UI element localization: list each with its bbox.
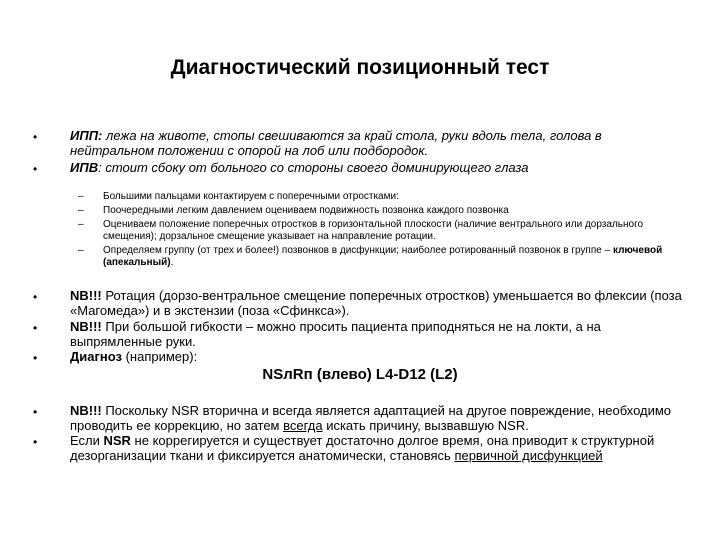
nb1-label: NB!!! [70,288,102,303]
last-underline: первичной дисфункцией [454,448,603,463]
bullet-marker: • [33,435,38,449]
nb1-text: Ротация (дорзо-вентральное смещение поперечных отростков) уменьшается во флексии (поза «Магомеда») и в экстензии (поза «Сфинкса»). [70,288,682,318]
sub-item-4 [103,245,683,269]
diagnosis-item [70,349,685,364]
sub-item-1: Большими пальцами контактируем с поперечными отростками: [103,191,399,202]
last-item [70,433,685,463]
bullet-marker: • [33,321,38,335]
last-bold: NSR [103,433,131,448]
bullet-marker: • [33,130,38,144]
slide-title: Диагностический позиционный тест [170,56,550,79]
sub-item-3: Оцениваем положение поперечных отростков в горизонтальной плоскости (наличие вентрального или дорзального смещения); дорзальное смещение указывает на направление ротации. [103,219,644,242]
bullet-marker: • [33,290,38,304]
nb2-text: При большой гибкости – можно просить пациента приподняться не на локти, а на выпрямленные руки. [70,319,601,349]
sub-item-4-text-b: . [170,257,174,268]
nb3-text-a: Поскольку NSR вторична и всегда является адаптацией на другое повреждение, необходимо проводить ее коррекцию, но затем [70,403,672,433]
ipp-label: ИПП: [70,128,103,143]
ipv-text: : стоит сбоку от больного со стороны своего доминирующего глаза [98,160,529,175]
nb3-item [70,403,685,433]
ipv-item [70,160,685,175]
dash-marker: – [78,205,84,216]
sub-item-2: Поочередными легким давлением оцениваем подвижность позвонка каждого позвонка [103,205,509,216]
sub-item-4-text-a: Определяем группу (от трех и более!) позвонков в дисфункции; наиболее ротированный позвонок в группе – [103,245,613,256]
nb3-text-b: искать причину, вызвавшую NSR. [322,418,529,433]
nb3-underline: всегда [283,418,323,433]
dash-marker: – [78,219,84,230]
bullet-marker: • [33,405,38,419]
sub-item-4-bold: ключевой (апекальный) [103,245,663,268]
bullet-marker: • [33,162,38,176]
diagnosis-label: Диагноз [70,349,122,364]
diagnosis-text: (например): [121,349,198,364]
bullet-marker: • [33,351,38,365]
nb2-item [70,319,685,349]
nb2-label: NB!!! [70,319,102,334]
dash-marker: – [78,191,84,202]
ipp-item [70,128,685,158]
last-text-a: Если [70,433,104,448]
ipv-label: ИПВ [70,160,99,175]
ipp-text: лежа на животе, стопы свешиваются за край стола, руки вдоль тела, голова в нейтральном положении с опорой на лоб или подбородок. [70,128,602,158]
diagnosis-formula: NSлRп (влево) L4-D12 (L2) [262,366,458,383]
nb1-item [70,288,685,318]
dash-marker: – [78,245,84,256]
nb3-label: NB!!! [70,403,102,418]
last-text-b: не коррегируется и существует достаточно долгое время, она приводит к структурной дезорганизации ткани и фиксируется анатомически, становясь [70,433,655,463]
